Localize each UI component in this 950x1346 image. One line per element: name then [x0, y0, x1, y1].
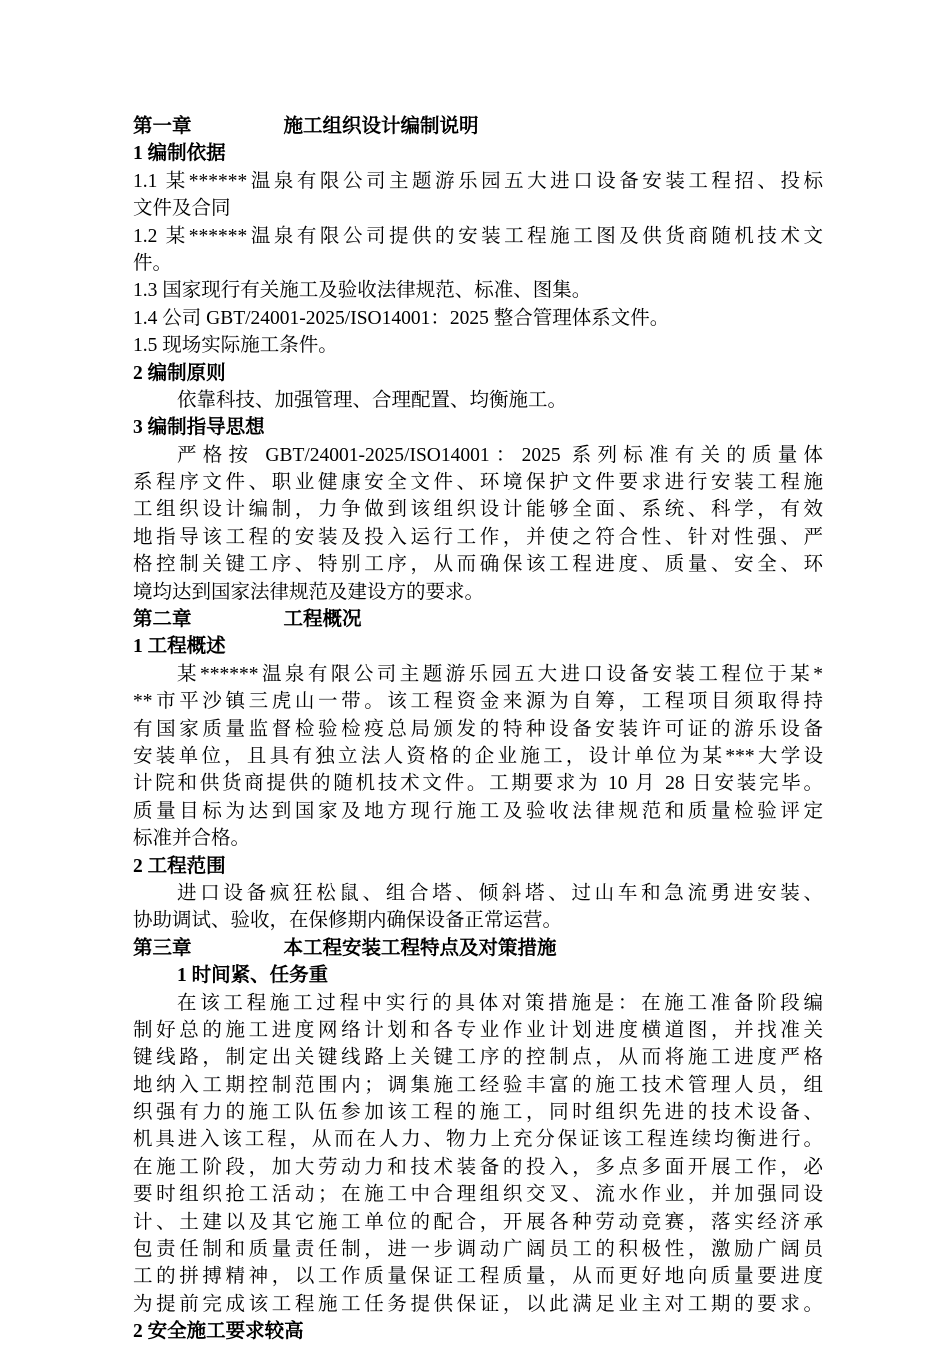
paragraph-line: 有国家质量监督检验检疫总局颁发的特种设备安装许可证的游乐设备: [133, 718, 823, 740]
paragraph-line: 质量目标为达到国家及地方现行施工及验收法律规范和质量检验评定: [133, 800, 823, 822]
chapter-1-heading: [133, 113, 823, 140]
paragraph-line: 在施工阶段，加大劳动力和技术装备的投入，多点多面开展工作，必: [133, 1156, 823, 1178]
paragraph-line: 格控制关键工序、特别工序，从而确保该工程进度、质量、安全、环: [133, 554, 823, 576]
paragraph-line: 键线路，制定出关键线路上关键工序的控制点，从而将施工进度严格: [133, 1047, 823, 1069]
paragraph-line: 1.1 某******温泉有限公司主题游乐园五大进口设备安装工程招、投标: [133, 170, 823, 192]
chapter-3-heading: [133, 935, 823, 962]
paragraph-line: 1.2 某******温泉有限公司提供的安装工程施工图及供货商随机技术文: [133, 225, 823, 247]
paragraph-line: 1.3 国家现行有关施工及验收法律规范、标准、图集。: [133, 280, 592, 302]
paragraph-line: 协助调试、验收，在保修期内确保设备正常运营。: [133, 910, 563, 932]
section-heading: 2 安全施工要求较高: [133, 1321, 304, 1343]
paragraph-line: 地纳入工期控制范围内；调集施工经验丰富的施工技术管理人员，组: [133, 1074, 823, 1096]
section-heading: 2 编制原则: [133, 362, 226, 384]
section-heading: 1 时间紧、任务重: [177, 965, 329, 987]
chapter-label: 第一章: [133, 116, 192, 137]
paragraph-line: 要时组织抢工活动；在施工中合理组织交叉、流水作业，并加强同设: [133, 1184, 823, 1206]
paragraph-line: 安装单位，且具有独立法人资格的企业施工，设计单位为某***大学设: [133, 745, 823, 767]
paragraph-line: 计、土建以及其它施工单位的配合，开展各种劳动竞赛，落实经济承: [133, 1211, 823, 1233]
paragraph-line: 在该工程施工过程中实行的具体对策措施是：在施工准备阶段编: [177, 992, 823, 1014]
paragraph-line: 织强有力的施工队伍参加该工程的施工，同时组织先进的技术设备、: [133, 1102, 823, 1124]
paragraph-line: 工组织设计编制，力争做到该组织设计能够全面、系统、科学，有效: [133, 499, 823, 521]
chapter-title: 本工程安装工程特点及对策措施: [283, 937, 557, 959]
chapter-title: 工程概况: [283, 609, 362, 631]
paragraph-line: 1.4 公司 GBT/24001-2025/ISO14001：2025 整合管理体系文件。: [133, 307, 670, 329]
paragraph-line: 件。: [133, 252, 173, 274]
chapter-label: 第二章: [133, 609, 192, 631]
section-heading: 1 工程概述: [133, 636, 226, 658]
document-page: [133, 113, 823, 1346]
paragraph-line: **市平沙镇三虎山一带。该工程资金来源为自筹，工程项目须取得持: [133, 691, 823, 713]
paragraph-line: 包责任制和质量责任制，进一步调动广阔员工的积极性，激励广阔员: [133, 1239, 823, 1261]
paragraph-line: 机具进入该工程，从而在人力、物力上充分保证该工程连续均衡进行。: [133, 1129, 823, 1151]
paragraph-line: 地指导该工程的安装及投入运行工作，并使之符合性、针对性强、严: [133, 526, 823, 548]
paragraph-line: 进口设备疯狂松鼠、组合塔、倾斜塔、过山车和急流勇进安装、: [177, 882, 823, 904]
paragraph-line: 文件及合同: [133, 198, 231, 220]
paragraph-line: 制好总的施工进度网络计划和各专业作业计划进度横道图，并找准关: [133, 1019, 823, 1041]
paragraph-line: 工的拼搏精神，以工作质量保证工程质量，从而更好地向质量要进度: [133, 1266, 823, 1288]
paragraph-line: 依靠科技、加强管理、合理配置、均衡施工。: [177, 389, 568, 411]
paragraph-line: 为提前完成该工程施工任务提供保证，以此满足业主对工期的要求。: [133, 1293, 823, 1315]
chapter-label: 第三章: [133, 937, 192, 959]
paragraph-line: 标准并合格。: [133, 828, 251, 850]
section-heading: 1 编制依据: [133, 143, 226, 165]
chapter-title: 施工组织设计编制说明: [283, 116, 479, 137]
paragraph-line: 某******温泉有限公司主题游乐园五大进口设备安装工程位于某*: [177, 663, 823, 685]
section-heading: 3 编制指导思想: [133, 417, 265, 439]
paragraph-line: 1.5 现场实际施工条件。: [133, 335, 338, 357]
paragraph-line: 严格按 GBT/24001-2025/ISO14001：2025 系列标准有关的质量体: [177, 444, 823, 466]
paragraph-line: 境均达到国家法律规范及建设方的要求。: [133, 581, 485, 603]
paragraph-line: 计院和供货商提供的随机技术文件。工期要求为 10 月 28 日安装完毕。: [133, 773, 823, 795]
chapter-2-heading: [133, 606, 823, 633]
section-heading: 2 工程范围: [133, 855, 226, 877]
paragraph-line: 系程序文件、职业健康安全文件、环境保护文件要求进行安装工程施: [133, 472, 823, 494]
